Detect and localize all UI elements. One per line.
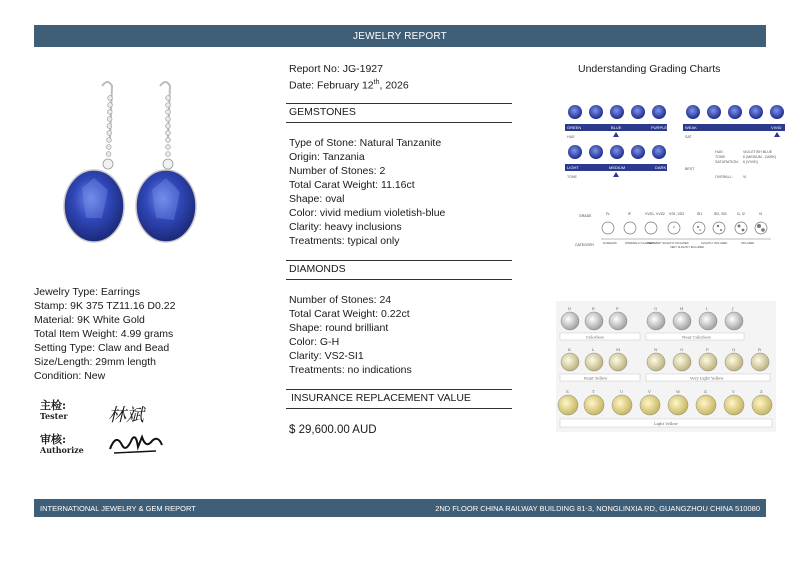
category: VERY VERY SLIGHTLY INCLUDED bbox=[647, 242, 689, 245]
jewelry-line: Jewelry Type: Earrings bbox=[34, 286, 141, 298]
color-letter: Q bbox=[732, 347, 736, 352]
sat-label: WEAK bbox=[685, 125, 697, 130]
gemstone-line: Treatments: typical only bbox=[289, 235, 400, 247]
gemstone-details bbox=[289, 136, 512, 248]
divider bbox=[286, 279, 512, 280]
category: VERY SLIGHTLY INCLUDED bbox=[670, 246, 704, 249]
diamond-line: Shape: round brilliant bbox=[289, 322, 389, 334]
insurance-heading: INSURANCE REPLACEMENT VALUE bbox=[291, 392, 471, 404]
chart-tag: HUE bbox=[567, 135, 575, 139]
color-group: Near Colorless bbox=[682, 334, 711, 340]
legend-text: VIOLETISH BLUE bbox=[743, 150, 773, 154]
grade: I1, I2 bbox=[737, 212, 745, 216]
divider bbox=[286, 260, 512, 261]
tanzanite-color-chart bbox=[563, 100, 787, 184]
color-letter: L bbox=[592, 347, 595, 352]
color-letter: E bbox=[592, 306, 595, 311]
authorize-signature-image bbox=[106, 429, 166, 457]
gemstones-heading: GEMSTONES bbox=[289, 106, 356, 118]
footer-org: INTERNATIONAL JEWELRY & GEM REPORT bbox=[40, 503, 196, 513]
authorize-label-en: Authorize bbox=[40, 445, 84, 455]
color-letter: Z bbox=[760, 389, 763, 394]
clarity-chart bbox=[573, 208, 773, 258]
color-letter: U bbox=[620, 389, 624, 394]
category: INTERNALLY FLAWLESS bbox=[625, 242, 656, 245]
tone-label: MEDIUM bbox=[609, 165, 626, 170]
jewelry-line: Setting Type: Claw and Bead bbox=[34, 342, 170, 354]
category-label: CATEGORY bbox=[575, 243, 595, 247]
grade: SI2, SI3 bbox=[714, 212, 727, 216]
legend-text: HUE: bbox=[715, 150, 724, 154]
grade-label: GRADE bbox=[579, 214, 592, 218]
diamond-line: Total Carat Weight: 0.22ct bbox=[289, 308, 410, 320]
footer-bar bbox=[34, 499, 766, 517]
report-meta bbox=[289, 62, 512, 93]
color-letter: M bbox=[616, 347, 621, 352]
report-number: Report No: JG-1927 bbox=[289, 63, 383, 75]
footer-address: 2ND FLOOR CHINA RAILWAY BUILDING 81-3, NONGLINXIA RD, GUANGZHOU CHINA 510080 bbox=[435, 503, 760, 513]
color-letter: N bbox=[654, 347, 658, 352]
color-letter: T bbox=[592, 389, 595, 394]
gemstone-line: Origin: Tanzania bbox=[289, 151, 365, 163]
tester-signature: 林斌 bbox=[108, 405, 144, 426]
legend-text: VI bbox=[743, 175, 747, 179]
divider bbox=[286, 103, 512, 104]
diamond-line: Color: G-H bbox=[289, 336, 340, 348]
insurance-amount: $ 29,600.00 AUD bbox=[289, 424, 377, 436]
color-letter: J bbox=[732, 306, 734, 311]
tester-label-cn: 主检: bbox=[40, 399, 67, 412]
gemstone-line: Number of Stones: 2 bbox=[289, 165, 386, 177]
jewelry-line: Condition: New bbox=[34, 370, 106, 382]
jewelry-line: Total Item Weight: 4.99 grams bbox=[34, 328, 174, 340]
tester-label-en: Tester bbox=[40, 411, 68, 421]
tone-label: DARK bbox=[655, 165, 667, 170]
color-letter: S bbox=[566, 389, 569, 394]
color-letter: R bbox=[758, 347, 762, 352]
hue-label: BLUE bbox=[611, 125, 622, 130]
category: INCLUDED bbox=[741, 242, 755, 245]
gemstone-line: Shape: oval bbox=[289, 193, 345, 205]
divider bbox=[286, 408, 512, 409]
report-title: JEWELRY REPORT bbox=[353, 30, 447, 42]
jewelry-line: Size/Length: 29mm length bbox=[34, 356, 156, 368]
diamond-line: Clarity: VS2-SI1 bbox=[289, 350, 364, 362]
legend-text: OVERALL: bbox=[715, 175, 733, 179]
grade: VVS1, VVS2 bbox=[645, 212, 665, 216]
grade: I3 bbox=[759, 212, 762, 216]
color-letter: H bbox=[680, 306, 684, 311]
gemstone-line: Clarity: heavy inclusions bbox=[289, 221, 402, 233]
legend-text: 6 (VIVID) bbox=[743, 160, 758, 164]
divider bbox=[286, 122, 512, 123]
color-letter: D bbox=[568, 306, 572, 311]
color-letter: V bbox=[648, 389, 651, 394]
color-letter: K bbox=[568, 347, 571, 352]
hue-label: GREEN bbox=[567, 125, 582, 130]
diamond-color-chart bbox=[556, 301, 776, 432]
color-letter: I bbox=[706, 306, 708, 311]
color-letter: P bbox=[706, 347, 709, 352]
diamond-details bbox=[289, 293, 512, 377]
report-title-bar bbox=[34, 25, 766, 47]
diamonds-heading: DIAMONDS bbox=[289, 263, 346, 275]
color-letter: O bbox=[680, 347, 684, 352]
jewelry-line: Material: 9K White Gold bbox=[34, 314, 145, 326]
tone-label: LIGHT bbox=[567, 165, 579, 170]
grade: FL bbox=[606, 212, 611, 216]
gemstone-line: Total Carat Weight: 11.16ct bbox=[289, 179, 415, 191]
diamond-line: Number of Stones: 24 bbox=[289, 294, 392, 306]
signature-block bbox=[34, 393, 169, 463]
category: FLAWLESS bbox=[603, 242, 617, 245]
jewelry-line: Stamp: 9K 375 TZ11.16 D0.22 bbox=[34, 300, 176, 312]
grade: SI1 bbox=[697, 212, 703, 216]
earrings-photo bbox=[52, 78, 214, 264]
chart-tag: TONE bbox=[567, 175, 577, 179]
category: SLIGHTLY INCLUDED bbox=[701, 242, 728, 245]
color-letter: W bbox=[676, 389, 681, 394]
divider bbox=[286, 389, 512, 390]
jewelry-details bbox=[34, 285, 175, 383]
report-date: Date: February 12th, 2026 bbox=[289, 79, 409, 92]
grade: IF bbox=[628, 212, 632, 216]
chart-tag: BEST bbox=[685, 167, 695, 171]
legend-text: SATURATION: bbox=[715, 160, 739, 164]
color-letter: Y bbox=[732, 389, 735, 394]
legend-text: 6 (MEDIUM - DARK) bbox=[743, 155, 777, 159]
color-group: Very Light Yellow bbox=[690, 375, 724, 381]
gemstone-line: Type of Stone: Natural Tanzanite bbox=[289, 137, 442, 149]
color-letter: G bbox=[654, 306, 658, 311]
diamond-line: Treatments: no indications bbox=[289, 364, 412, 376]
color-group: Faint Yellow bbox=[584, 375, 608, 381]
charts-title: Understanding Grading Charts bbox=[578, 63, 721, 75]
legend-text: TONE: bbox=[715, 155, 726, 159]
color-group: Light Yellow bbox=[654, 421, 678, 426]
sat-label: VIVID bbox=[771, 125, 782, 130]
color-letter: F bbox=[616, 306, 619, 311]
gemstone-line: Color: vivid medium violetish-blue bbox=[289, 207, 446, 219]
color-group: Colorless bbox=[586, 334, 604, 340]
hue-label: PURPLE bbox=[651, 125, 668, 130]
grade: VS1, VS2 bbox=[669, 212, 685, 216]
authorize-label-cn: 审核: bbox=[40, 433, 67, 446]
chart-tag: SAT bbox=[685, 135, 692, 139]
color-letter: X bbox=[704, 389, 707, 394]
